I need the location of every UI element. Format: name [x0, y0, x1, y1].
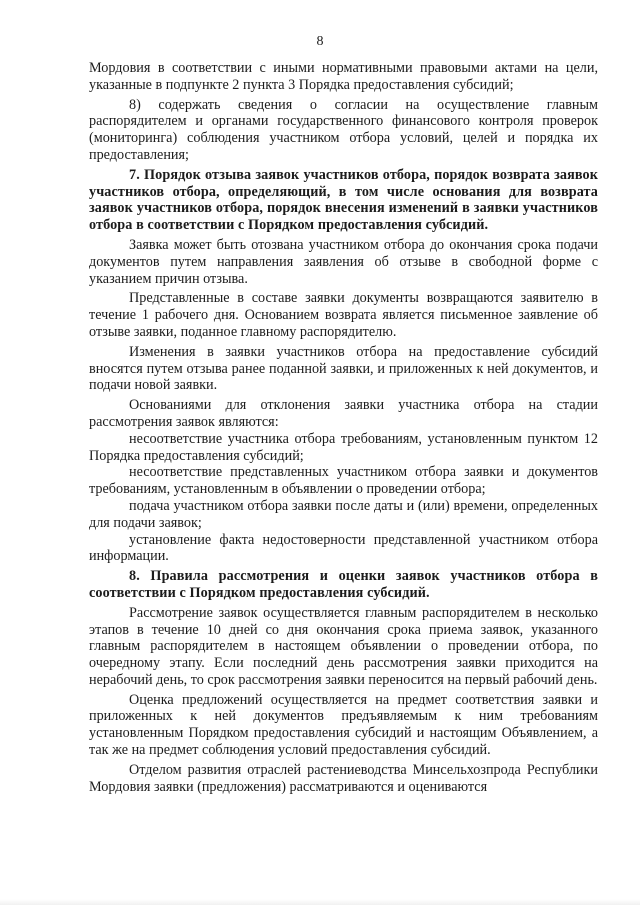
section-heading-8: 8. Правила рассмотрения и оценки заявок участников отбора в соответствии с Порядком предоставления субсидий. — [89, 568, 598, 601]
list-item-rejection-1: несоответствие участника отбора требованиям, установленным пунктом 12 Порядка предоставления субсидий; — [89, 430, 598, 464]
paragraph-changes: Изменения в заявки участников отбора на предоставление субсидий вносятся путем отзыва ранее поданной заявки, и приложенных к ней документов, и подачи новой заявки. — [89, 343, 598, 394]
scan-bottom-edge — [0, 899, 640, 905]
list-item-rejection-4: установление факта недостоверности представленной участником отбора информации. — [89, 531, 598, 565]
section-heading-7: 7. Порядок отзыва заявок участников отбора, порядок возврата заявок участников отбора, определяющий, в том числе основания для возврата заявок участников отбора, порядок внесения изменений в заявки участников отбора в соответствии с Порядком предоставления субсидий. — [89, 166, 598, 234]
paragraph-department: Отделом развития отраслей растениеводства Минсельхозпрода Республики Мордовия заявки (предложения) рассматриваются и оцениваются — [89, 761, 598, 795]
paragraph-review: Рассмотрение заявок осуществляется главным распорядителем в несколько этапов в течение 10 дней со дня окончания срока приема заявок, указанного главным распорядителем в настоящем объявлении о проведении отбора, по очередному этапу. Если последний день рассмотрения заявки приходится на нерабочий день, то срок рассмотрения заявки переносится на первый рабочий день. — [89, 604, 598, 688]
page-number: 8 — [316, 34, 324, 49]
paragraph-continuation: Мордовия в соответствии с иными нормативными правовыми актами на цели, указанные в подпункте 2 пункта 3 Порядка предоставления субсидий; — [89, 60, 598, 93]
paragraph-withdrawal: Заявка может быть отозвана участником отбора до окончания срока подачи документов путем направления заявления об отзыве в свободной форме с указанием причин отзыва. — [89, 236, 598, 287]
list-item-rejection-2: несоответствие представленных участником отбора заявки и документов требованиям, установленным в объявлении о проведении отбора; — [89, 464, 598, 498]
list-item-rejection-3: подача участником отбора заявки после даты и (или) времени, определенных для подачи заявок; — [89, 497, 598, 531]
paragraph-return: Представленные в составе заявки документы возвращаются заявителю в течение 1 рабочего дня. Основанием возврата является письменное заявление об отзыве заявки, поданное главному распорядителю. — [89, 290, 598, 340]
paragraph-rejection-grounds: Основаниями для отклонения заявки участника отбора на стадии рассмотрения заявок являются: — [89, 397, 598, 430]
paragraph-evaluation: Оценка предложений осуществляется на предмет соответствия заявки и приложенных к ней документов предъявляемым к ним требованиям установленным Порядком предоставления субсидий и настоящим Объявлением, а так же на предмет соблюдения условий предоставления субсидий. — [89, 691, 598, 759]
document-body — [89, 60, 598, 795]
paragraph-consent-item-8: 8) содержать сведения о согласии на осуществление главным распорядителем и органами государственного финансового контроля проверок (мониторинга) соблюдения участником отбора условий, целей и порядка их предоставления; — [89, 96, 598, 163]
